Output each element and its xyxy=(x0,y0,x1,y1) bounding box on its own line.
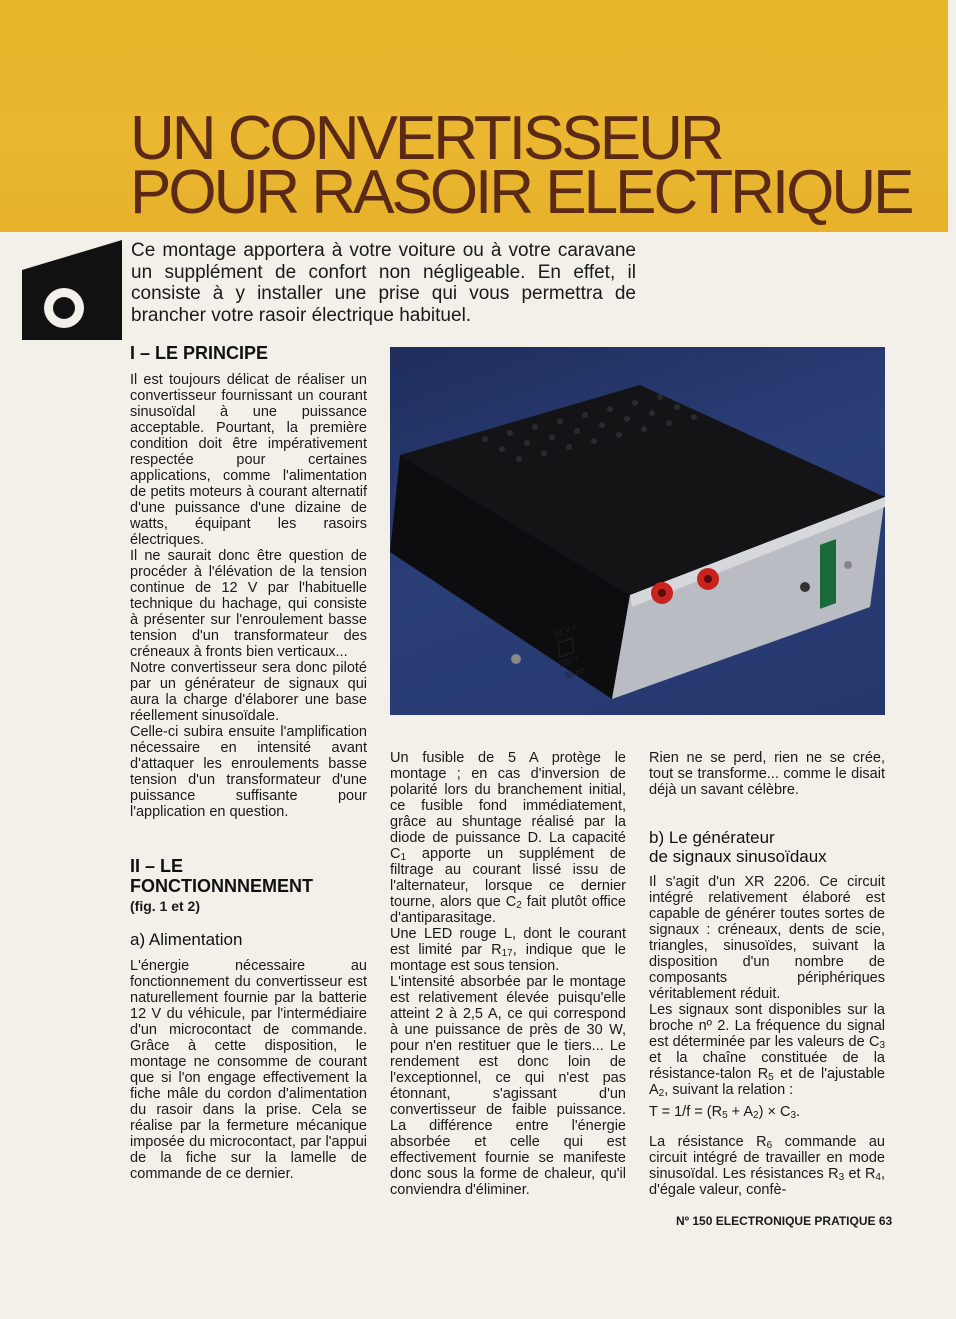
heading-principe: I – LE PRINCIPE xyxy=(130,343,269,363)
paragraph: Les signaux sont disponibles sur la broche nº 2. La fréquence du signal est déterminée par les valeurs de $C_3$ et la chaîne constituée de la résistance-talon $R_5$ et de l'ajustable $A_2$, suivant la relation : xyxy=(649,1002,885,1099)
formula: $T = 1/f = (R_5 + A_2) \times C_3$. xyxy=(649,1104,801,1121)
panel-label-220v: 220 V xyxy=(557,653,581,669)
title-line-1: UN CONVERTISSEUR xyxy=(130,104,722,173)
paragraph: Un fusible de 5 A protège le montage ; en cas d'inversion de polarité lors du branchement initial, ce fusible fond immédiatement, grâce au shuntage réalisé par la diode de puissance D. La capacité $C_1$ apporte un supplément de filtrage au courant lissé issu de l'alternateur, lorsque ce dernier tourne, alors que $C_2$ fait plutôt office d'antiparasitage. xyxy=(390,750,626,926)
panel-label-50hz: 50 Hz xyxy=(563,665,587,681)
column-3 xyxy=(649,750,885,1198)
paragraph: Rien ne se perd, rien ne se crée, tout se transforme... comme le disait déjà un savant célèbre. xyxy=(649,750,885,798)
chapter-logo-icon xyxy=(22,240,122,340)
paragraph: Notre convertisseur sera donc piloté par un générateur de signaux qui aura la charge d'élaborer une base réellement sinusoïdale. xyxy=(130,660,367,724)
heading-alimentation: a) Alimentation xyxy=(130,930,243,949)
paragraph: Celle-ci subira ensuite l'amplification nécessaire en intensité avant d'attaquer les enroulements basse tension d'un transformateur d'une puissance suffisante pour l'application en question. xyxy=(130,724,367,820)
paragraph: L'énergie nécessaire au fonctionnement du convertisseur est naturellement fournie par la batterie 12 V du véhicule, par l'intermédiaire d'un microcontact de commande. Grâce à cette disposition, le montage ne consomme de courant que si l'on engage effectivement la fiche mâle du cordon d'alimentation du rasoir dans la prise. Cela se réalise par la fermeture mécanique imposée du microcontact, par l'appui de la fiche sur la lamelle de commande de ce dernier. xyxy=(130,958,367,1182)
column-1-lower xyxy=(130,958,367,1182)
heading-fonctionnement: II – LE FONCTIONNNEMENT xyxy=(130,856,313,896)
figure-reference: (fig. 1 et 2) xyxy=(130,898,201,914)
heading-generateur: b) Le générateur de signaux sinusoïdaux xyxy=(649,828,827,866)
title-line-2: POUR RASOIR ELECTRIQUE xyxy=(130,158,912,227)
panel-label-12v: 12 V = xyxy=(552,622,578,639)
column-1 xyxy=(130,372,367,820)
device-photo xyxy=(390,347,885,715)
paragraph: L'intensité absorbée par le montage est relativement élevée puisqu'elle atteint 2 à 2,5 A, ce qui correspond à une puissance de près de 30 W, pour n'en restituer que le tiers... Le rendement est donc loin de l'exceptionnel, ce qui n'est pas étonnant, s'agissant d'un convertisseur de faible puissance. La différence entre l'énergie absorbée et celle qui est effectivement fournie se manifeste donc sous la forme de chaleur, qu'il conviendra d'éliminer. xyxy=(390,974,626,1198)
article-title xyxy=(130,104,912,227)
paragraph: Une LED rouge L, dont le courant est limité par $R_{17}$, indique que le montage est sous tension. xyxy=(390,926,626,974)
paragraph: Il ne saurait donc être question de procéder à l'élévation de la tension continue de 12 V par l'habituelle technique du hachage, qui consiste à présenter sur l'enroulement basse tension d'un transformateur des créneaux à fronts bien verticaux... xyxy=(130,548,367,660)
intro-paragraph: Ce montage apportera à votre voiture ou à votre caravane un supplément de confort non négligeable. En effet, il consiste à y installer une prise qui vous permettra de brancher votre rasoir électrique habituel. xyxy=(131,240,636,326)
paragraph: La résistance $R_6$ commande au circuit intégré de travailler en mode sinusoïdal. Les résistances $R_3$ et $R_4$, d'égale valeur, confè- xyxy=(649,1134,886,1198)
page-footer: Nº 150 ELECTRONIQUE PRATIQUE 63 xyxy=(676,1214,893,1228)
column-2 xyxy=(390,750,626,1198)
paragraph: Il est toujours délicat de réaliser un convertisseur fournissant un courant sinusoïdal à une puissance acceptable. Pourtant, la première condition doit être impérativement respectée pour certaines applications, comme l'alimentation de petits moteurs à courant alternatif d'une puissance d'une dizaine de watts, équipant les rasoirs électriques. xyxy=(130,372,367,548)
paragraph: Il s'agit d'un XR 2206. Ce circuit intégré relativement élaboré est capable de générer toutes sortes de signaux : créneaux, dents de scie, triangles, sinusoïdes, suivant la disposition d'un nombre de composants périphériques véritablement réduit. xyxy=(649,874,885,1002)
